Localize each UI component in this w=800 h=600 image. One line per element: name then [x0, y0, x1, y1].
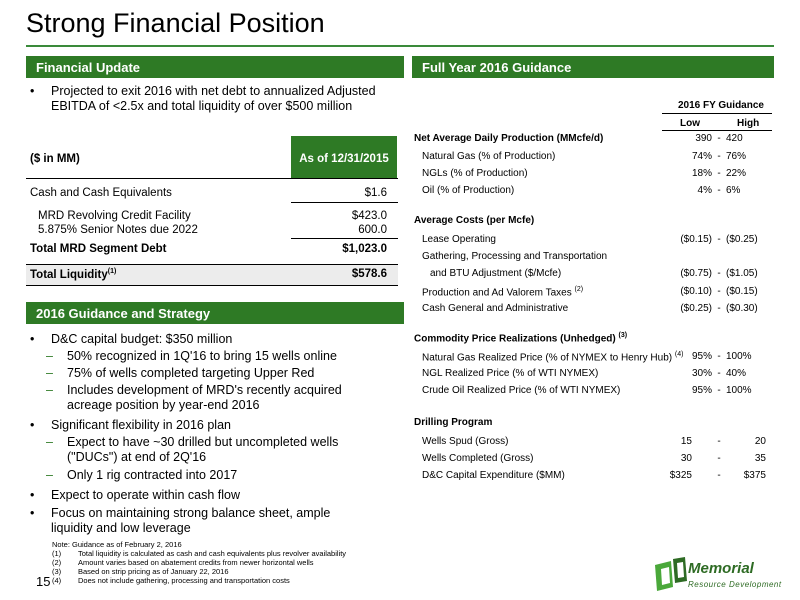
range-dash: - — [717, 368, 721, 379]
ngl-low-value: 18% — [691, 168, 712, 179]
tax-low-value: ($0.10) — [680, 286, 712, 297]
commodity-label — [414, 332, 627, 344]
note-text: Does not include gathering, processing and transportation costs — [78, 576, 290, 585]
strategy-bullet-text: Expect to operate within cash flow — [51, 488, 240, 502]
range-dash: - — [717, 303, 721, 314]
completed-high-value: 35 — [754, 453, 766, 464]
oil-low-value: 4% — [697, 185, 712, 196]
table-header-date: As of 12/31/2015 — [299, 153, 389, 165]
footnote-ref: (2) — [574, 286, 584, 293]
gas-label — [422, 151, 555, 162]
costs-label — [414, 215, 534, 226]
lease-label-text: Lease Operating — [422, 234, 496, 245]
dash-marker: – — [46, 435, 53, 449]
strategy-bullet-text: Focus on maintaining strong balance sheet, ample liquidity and low leverage — [51, 506, 331, 535]
crude-label — [422, 385, 620, 396]
production-label — [414, 133, 603, 144]
range-dash: - — [717, 470, 721, 481]
strategy-sub-text: 75% of wells completed targeting Upper Red — [67, 366, 315, 380]
table-rule — [26, 178, 398, 179]
page-number: 15 — [36, 574, 51, 589]
cash-label: Cash and Cash Equivalents — [30, 187, 172, 199]
crude-label-text: Crude Oil Realized Price (% of WTI NYMEX) — [422, 385, 621, 396]
strategy-sub-text: Only 1 rig contracted into 2017 — [67, 468, 238, 482]
note-text: Amount varies based on abatement credits from newer horizontal wells — [78, 558, 314, 567]
strategy-heading: 2016 Guidance and Strategy — [26, 302, 404, 324]
spud-label-text: Wells Spud (Gross) — [422, 436, 509, 447]
rcf-label: MRD Revolving Credit Facility — [38, 210, 191, 222]
table-rule — [291, 238, 398, 239]
strategy-sub-bullet — [46, 383, 346, 413]
gather-label — [422, 251, 607, 262]
gather-label-text: and BTU Adjustment ($/Mcfe) — [430, 268, 562, 279]
total-liquidity-value: $578.6 — [351, 268, 387, 280]
range-dash: - — [717, 436, 721, 447]
cash-value: $1.6 — [364, 187, 387, 199]
production-low-value: 390 — [695, 133, 712, 144]
total-debt-value: $1,023.0 — [342, 243, 387, 255]
footnote-ref: (1) — [107, 268, 117, 275]
gas-label-text: Natural Gas (% of Production) — [422, 151, 556, 162]
production-high-value: 420 — [726, 133, 743, 144]
note-text: Total liquidity is calculated as cash and cash equivalents plus revolver availability — [78, 549, 347, 558]
table-rule — [291, 202, 398, 203]
strategy-bullet — [30, 488, 400, 503]
completed-label — [422, 453, 534, 464]
bullet-marker: • — [30, 84, 35, 98]
dash-marker: – — [46, 468, 53, 482]
strategy-bullet — [30, 506, 370, 536]
cga-low-value: ($0.25) — [680, 303, 712, 314]
ngl-label-text: NGLs (% of Production) — [422, 168, 528, 179]
gas-high-value: 76% — [726, 151, 747, 162]
strategy-sub-bullet — [46, 366, 400, 381]
spud-high-value: 20 — [754, 436, 766, 447]
cga-label — [422, 303, 568, 314]
tax-high-value: ($0.15) — [726, 286, 758, 297]
bullet-marker: • — [30, 506, 35, 520]
drilling-label — [414, 417, 492, 428]
capex-label — [422, 470, 565, 481]
ngrp-label — [422, 351, 683, 363]
logo-wordmark: Memorial — [688, 560, 754, 577]
nglrp-label-text: NGL Realized Price (% of WTI NYMEX) — [422, 368, 599, 379]
drilling-label-text: Drilling Program — [414, 417, 493, 428]
capex-high-value: $375 — [743, 470, 766, 481]
table-header-units: ($ in MM) — [30, 153, 80, 165]
page-title: Strong Financial Position — [26, 8, 325, 38]
ngl-label — [422, 168, 528, 179]
range-dash: - — [717, 168, 721, 179]
title-divider — [26, 45, 774, 47]
completed-label-text: Wells Completed (Gross) — [422, 453, 534, 464]
ngrp-high-value: 100% — [726, 351, 752, 362]
tax-label — [422, 286, 583, 298]
total-liquidity-text: Total Liquidity — [30, 268, 108, 281]
bullet-marker: • — [30, 332, 35, 346]
high-header: High — [737, 118, 760, 129]
strategy-bullet — [30, 418, 400, 433]
dash-marker: – — [46, 349, 53, 363]
cga-high-value: ($0.30) — [726, 303, 758, 314]
financial-update-bullet — [30, 84, 400, 114]
strategy-bullet — [30, 332, 400, 347]
bullet-marker: • — [30, 418, 35, 432]
strategy-sub-bullet — [46, 435, 346, 465]
tax-label-text: Production and Ad Valorem Taxes — [422, 287, 572, 299]
strategy-sub-bullet — [46, 349, 400, 364]
capex-label-text: D&C Capital Expenditure ($MM) — [422, 470, 565, 481]
low-header: Low — [680, 118, 700, 129]
spud-label — [422, 436, 509, 447]
strategy-bullet-text: D&C capital budget: $350 million — [51, 332, 233, 346]
nglrp-low-value: 30% — [691, 368, 712, 379]
gather-label — [430, 268, 561, 279]
guidance-column-group: 2016 FY Guidance — [678, 100, 764, 111]
strategy-sub-text: 50% recognized in 1Q'16 to bring 15 wells online — [67, 349, 337, 363]
oil-label — [422, 185, 514, 196]
strategy-bullet-text: Significant flexibility in 2016 plan — [51, 418, 231, 432]
range-dash: - — [717, 151, 721, 162]
lease-low-value: ($0.15) — [680, 234, 712, 245]
dash-marker: – — [46, 366, 53, 380]
note-header: Note: Guidance as of February 2, 2016 — [52, 540, 182, 549]
total-debt-label: Total MRD Segment Debt — [30, 243, 167, 255]
range-dash: - — [717, 286, 721, 297]
gather-high-value: ($1.05) — [726, 268, 758, 279]
capex-low-value: $325 — [669, 470, 692, 481]
commodity-label-text: Commodity Price Realizations (Unhedged) — [414, 333, 616, 345]
range-dash: - — [717, 385, 721, 396]
range-dash: - — [717, 185, 721, 196]
logo-subtitle: Resource Development — [688, 580, 782, 589]
ngrp-label-text: Natural Gas Realized Price (% of NYMEX to Henry Hub) — [422, 352, 673, 364]
gather-label-text: Gathering, Processing and Transportation — [422, 251, 608, 262]
cga-label-text: Cash General and Administrative — [422, 303, 569, 314]
spud-low-value: 15 — [680, 436, 692, 447]
oil-label-text: Oil (% of Production) — [422, 185, 515, 196]
nglrp-high-value: 40% — [726, 368, 747, 379]
costs-label-text: Average Costs (per Mcfe) — [414, 215, 535, 226]
guidance-heading: Full Year 2016 Guidance — [412, 56, 774, 78]
range-dash: - — [717, 133, 721, 144]
footnote-ref: (4) — [674, 351, 684, 358]
senior-notes-label: 5.875% Senior Notes due 2022 — [38, 224, 198, 236]
crude-high-value: 100% — [726, 385, 752, 396]
gather-low-value: ($0.75) — [680, 268, 712, 279]
crude-low-value: 95% — [691, 385, 712, 396]
footnote-ref: (3) — [618, 332, 628, 339]
dash-marker: – — [46, 383, 53, 397]
nglrp-label — [422, 368, 598, 379]
gas-low-value: 74% — [691, 151, 712, 162]
note-number: (3) — [52, 567, 62, 576]
senior-notes-value: 600.0 — [358, 224, 387, 236]
completed-low-value: 30 — [680, 453, 692, 464]
ngrp-low-value: 95% — [691, 351, 712, 362]
range-dash: - — [717, 234, 721, 245]
bullet-marker: • — [30, 488, 35, 502]
note-number: (1) — [52, 549, 62, 558]
note-number: (2) — [52, 558, 62, 567]
ngl-high-value: 22% — [726, 168, 747, 179]
strategy-sub-text: Includes development of MRD's recently acquired acreage position by year-end 2016 — [67, 383, 342, 412]
guidance-rule — [662, 130, 772, 131]
rcf-value: $423.0 — [351, 210, 387, 222]
total-liquidity-label — [30, 268, 116, 281]
note-number: (4) — [52, 576, 62, 585]
financial-update-heading: Financial Update — [26, 56, 404, 78]
guidance-rule — [662, 113, 772, 114]
range-dash: - — [717, 268, 721, 279]
range-dash: - — [717, 453, 721, 464]
strategy-sub-bullet — [46, 468, 400, 483]
strategy-sub-text: Expect to have ~30 drilled but uncompleted wells ("DUCs") at end of 2Q'16 — [67, 435, 339, 464]
lease-high-value: ($0.25) — [726, 234, 758, 245]
lease-label — [422, 234, 496, 245]
range-dash: - — [717, 351, 721, 362]
oil-high-value: 6% — [726, 185, 741, 196]
note-text: Based on strip pricing as of January 22, 2016 — [78, 567, 229, 576]
production-label-text: Net Average Daily Production (MMcfe/d) — [414, 133, 604, 144]
financial-update-text: Projected to exit 2016 with net debt to annualized Adjusted EBITDA of <2.5x and total liquidity of over $500 million — [51, 84, 376, 113]
